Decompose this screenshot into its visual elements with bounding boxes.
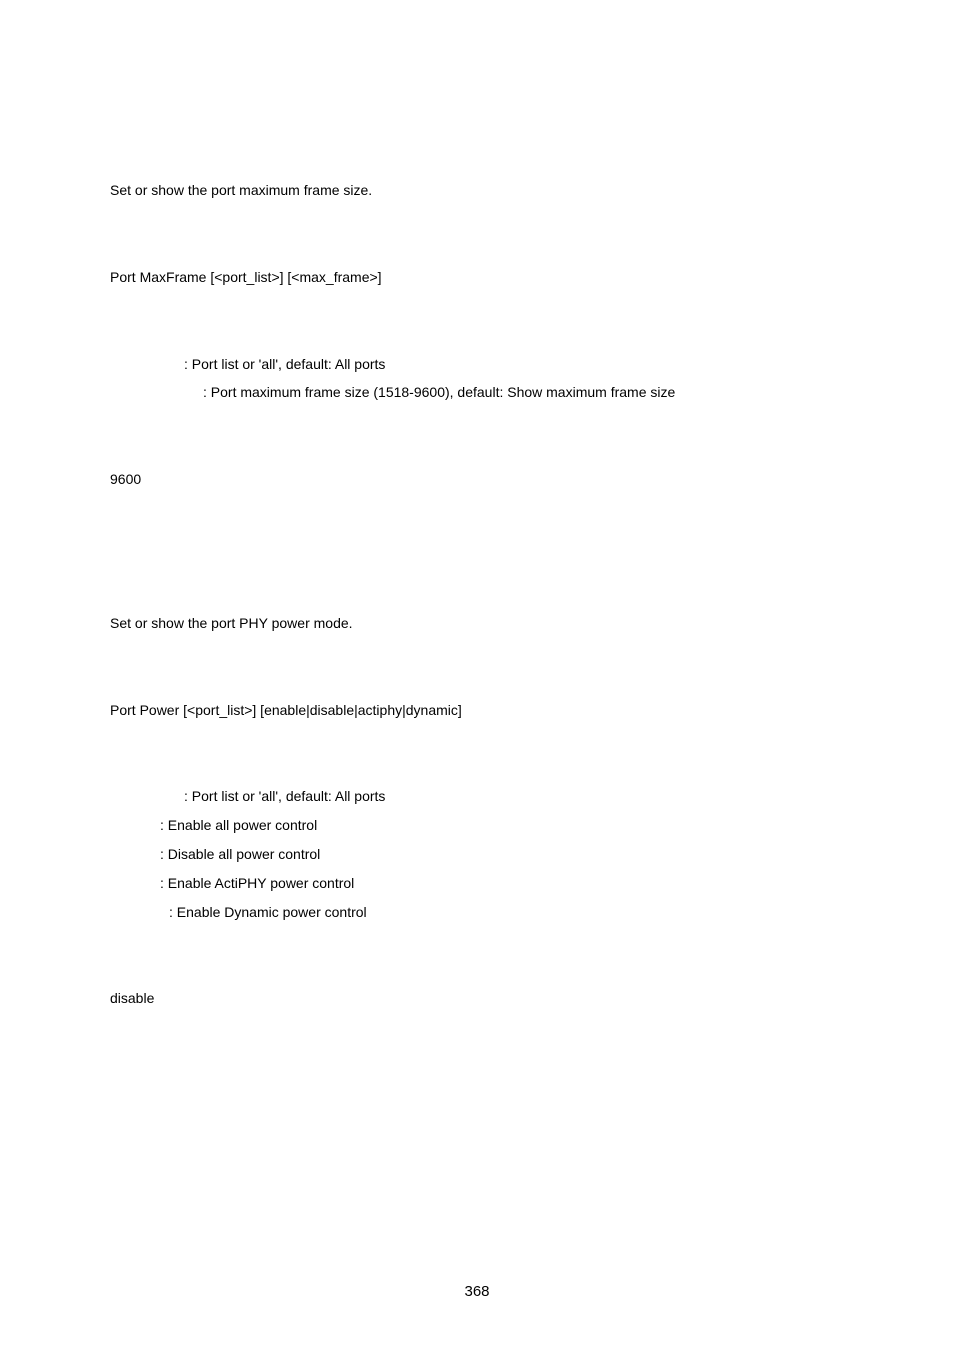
maxframe-param-max-frame: : Port maximum frame size (1518-9600), default: Show maximum frame size <box>203 384 676 400</box>
page-number: 368 <box>464 1283 490 1300</box>
power-param-disable: : Disable all power control <box>160 846 321 862</box>
power-param-enable: : Enable all power control <box>160 817 318 833</box>
power-syntax: Port Power [<port_list>] [enable|disable|actiphy|dynamic] <box>110 702 462 718</box>
maxframe-syntax: Port MaxFrame [<port_list>] [<max_frame>] <box>110 269 382 285</box>
maxframe-default-value: 9600 <box>110 471 142 487</box>
maxframe-param-port-list: : Port list or 'all', default: All ports <box>184 356 386 372</box>
power-param-actiphy: : Enable ActiPHY power control <box>160 875 355 891</box>
power-param-dynamic: : Enable Dynamic power control <box>169 904 367 920</box>
maxframe-description: Set or show the port maximum frame size. <box>110 182 373 198</box>
power-default-value: disable <box>110 990 155 1006</box>
power-param-port-list: : Port list or 'all', default: All ports <box>184 788 386 804</box>
power-description: Set or show the port PHY power mode. <box>110 615 353 631</box>
